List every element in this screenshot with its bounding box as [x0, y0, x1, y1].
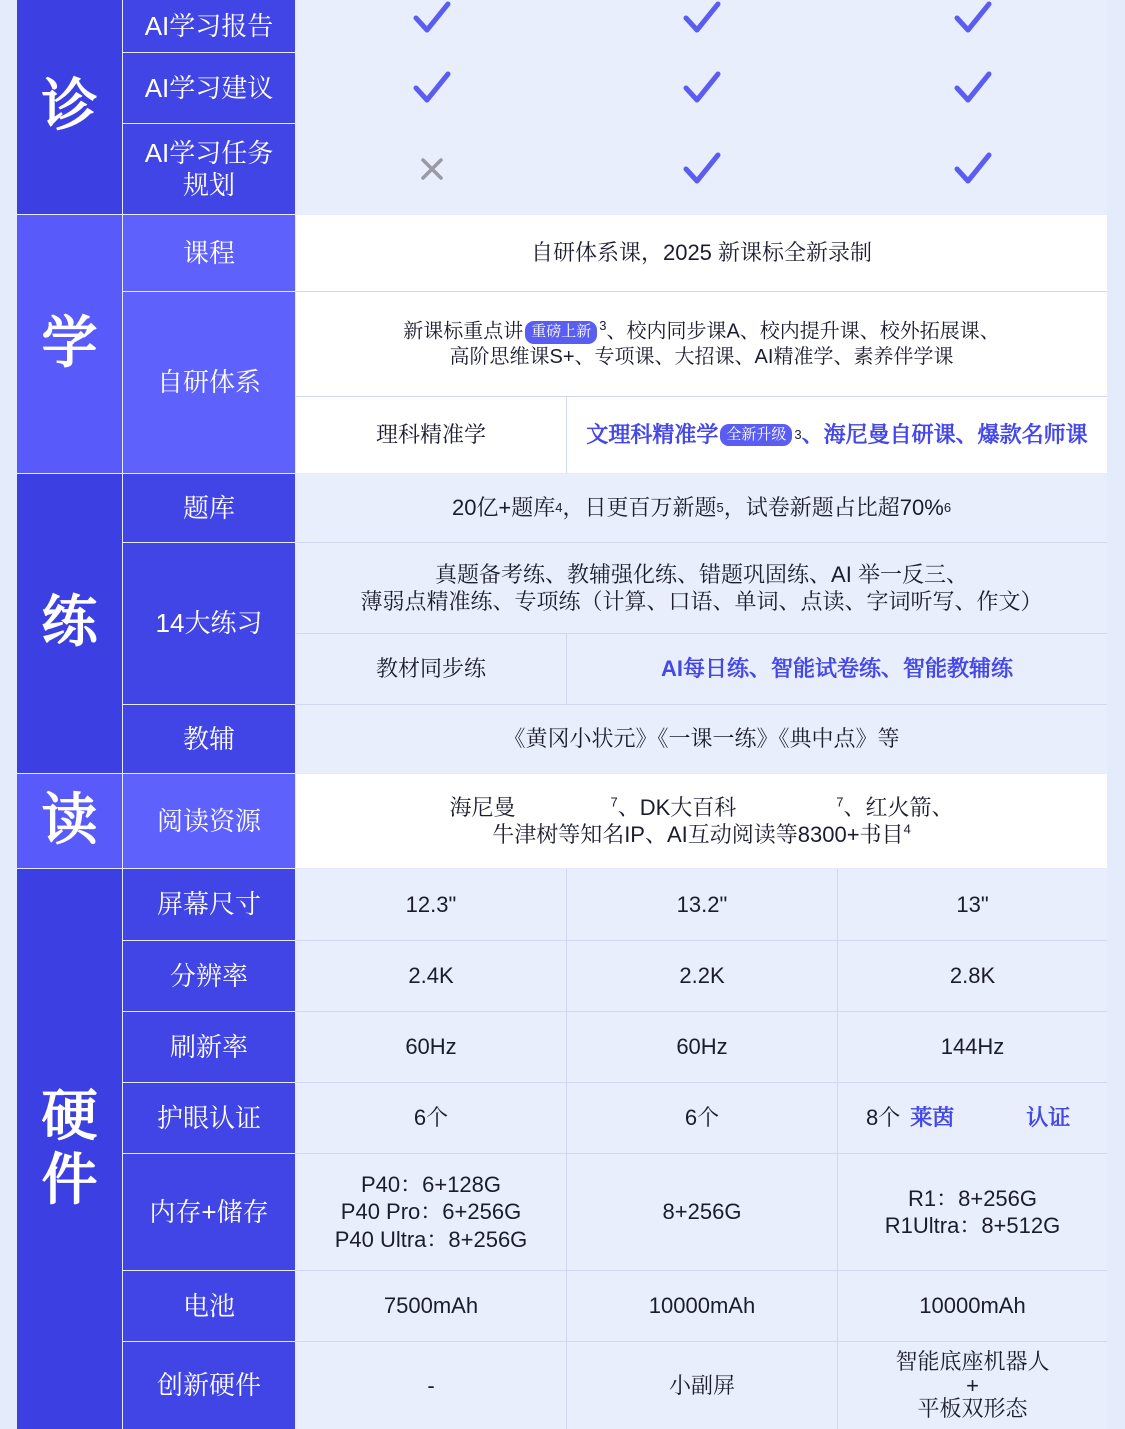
hardware-cell: 小副屏: [567, 1342, 837, 1429]
hardware-cell: 60Hz: [567, 1012, 837, 1082]
hardware-row-label: 刷新率: [123, 1012, 295, 1082]
hardware-cell: P40：6+128G P40 Pro：6+256G P40 Ultra：8+256G: [296, 1154, 566, 1270]
hardware-row-label: 护眼认证: [123, 1083, 295, 1153]
self-system-value: 新课标重点讲 重磅上新 $^3$、校内同步课A、校内提升课、校外拓展课、 高阶思维课S+、专项课、大招课、AI精准学、素养伴学课: [296, 292, 1107, 396]
row-divider: [296, 1011, 1107, 1012]
column-divider: [566, 1154, 567, 1270]
eye-brand: 莱茵: [910, 1105, 955, 1131]
section-hardware: [17, 869, 122, 1429]
section-read-label: 读: [41, 787, 98, 853]
column-divider: [566, 869, 567, 940]
check-icon: [682, 0, 722, 38]
row-label-course: 课程: [123, 215, 295, 291]
column-divider: [566, 1012, 567, 1082]
column-divider: [566, 1271, 567, 1341]
row-label-ai-plan: AI学习任务规划: [123, 124, 295, 214]
hardware-cell: 2.4K: [296, 941, 566, 1011]
row-label-aux: 教辅: [123, 705, 295, 773]
section-read: [17, 774, 122, 868]
check-icon: [412, 0, 452, 38]
check-icon: [682, 149, 722, 189]
hardware-cell: 10000mAh: [567, 1271, 837, 1341]
column-divider: [837, 941, 838, 1011]
reading-value: 海尼曼 $^7$、DK大百科 $^7$、红火箭、 牛津树等知名IP、AI互动阅读等8300+书目$^4$: [296, 774, 1107, 868]
hardware-cell: 8个 莱茵 认证: [838, 1083, 1107, 1153]
new-badge: 重磅上新: [525, 321, 597, 344]
column-divider: [837, 1342, 838, 1429]
section-practice-label: 练: [41, 590, 98, 656]
row-divider: [296, 1341, 1107, 1342]
eye-cert: 认证: [1026, 1105, 1071, 1131]
hardware-cell: 13.2": [567, 869, 837, 940]
textbook-sync-exercise: 教材同步练: [296, 634, 566, 704]
check-icon: [953, 68, 993, 108]
section-learn: [17, 215, 122, 473]
hardware-cell: 12.3": [296, 869, 566, 940]
upgrade-badge: 全新升级: [720, 424, 792, 447]
ai-daily-exercise: AI每日练、智能试卷练、智能教辅练: [567, 634, 1107, 704]
column-divider: [837, 869, 838, 940]
column-divider: [566, 1083, 567, 1153]
row-label-ai-advice: AI学习建议: [123, 53, 295, 123]
row-divider: [296, 940, 1107, 941]
hardware-row-label: 屏幕尺寸: [123, 869, 295, 940]
hardware-cell: -: [296, 1342, 566, 1429]
hardware-row-label: 电池: [123, 1271, 295, 1341]
hardware-row-label: 内存+储存: [123, 1154, 295, 1270]
column-divider: [566, 1342, 567, 1429]
column-divider: [837, 1012, 838, 1082]
hardware-cell: 智能底座机器人 + 平板双形态: [838, 1342, 1107, 1429]
hardware-cell: 10000mAh: [838, 1271, 1107, 1341]
check-icon: [412, 68, 452, 108]
row-divider: [296, 1153, 1107, 1154]
hardware-cell: 13": [838, 869, 1107, 940]
row-divider: [296, 1082, 1107, 1083]
column-divider: [837, 1154, 838, 1270]
science-precise-left: 理科精准学: [296, 397, 566, 473]
question-bank-value: 20亿+题库 4 ，日更百万新题 5 ，试卷新题占比超70% 6: [296, 474, 1107, 542]
hardware-cell: R1：8+256G R1Ultra：8+512G: [838, 1154, 1107, 1270]
row-label-reading: 阅读资源: [123, 774, 295, 868]
row-divider: [296, 1270, 1107, 1271]
hardware-cell: 8+256G: [567, 1154, 837, 1270]
cross-icon: [412, 149, 452, 189]
section-hardware-label: 硬件: [41, 1083, 98, 1213]
exercise-list-value: 真题备考练、教辅强化练、错题巩固练、AI 举一反三、 薄弱点精准练、专项练（计算、口语、单词、点读、字词听写、作文）: [296, 543, 1107, 633]
row-label-self-system: 自研体系: [123, 292, 295, 473]
section-learn-label: 学: [41, 310, 98, 376]
row-label-question-bank: 题库: [123, 474, 295, 542]
hardware-cell: 144Hz: [838, 1012, 1107, 1082]
hardware-cell: 2.2K: [567, 941, 837, 1011]
check-icon: [953, 0, 993, 38]
section-diagnose: [17, 0, 122, 214]
check-icon: [953, 149, 993, 189]
science-precise-right: 文理科精准学 全新升级 3 、海尼曼自研课、爆款名师课: [567, 397, 1107, 473]
hardware-cell: 60Hz: [296, 1012, 566, 1082]
hardware-cell: 7500mAh: [296, 1271, 566, 1341]
section-practice: [17, 474, 122, 773]
check-icon: [682, 68, 722, 108]
column-divider: [837, 1083, 838, 1153]
hardware-row-label: 分辨率: [123, 941, 295, 1011]
row-label-ai-report: AI学习报告: [123, 0, 295, 52]
column-divider: [837, 1271, 838, 1341]
hardware-cell: 2.8K: [838, 941, 1107, 1011]
course-value: 自研体系课，2025 新课标全新录制: [296, 215, 1107, 291]
aux-value: 《黄冈小状元》《一课一练》《典中点》等: [296, 705, 1107, 773]
section-diagnose-label: 诊: [41, 73, 98, 139]
hardware-row-label: 创新硬件: [123, 1342, 295, 1429]
hardware-cell: 6个: [567, 1083, 837, 1153]
row-label-14-exercises: 14大练习: [123, 543, 295, 704]
hardware-cell: 6个: [296, 1083, 566, 1153]
column-divider: [566, 941, 567, 1011]
